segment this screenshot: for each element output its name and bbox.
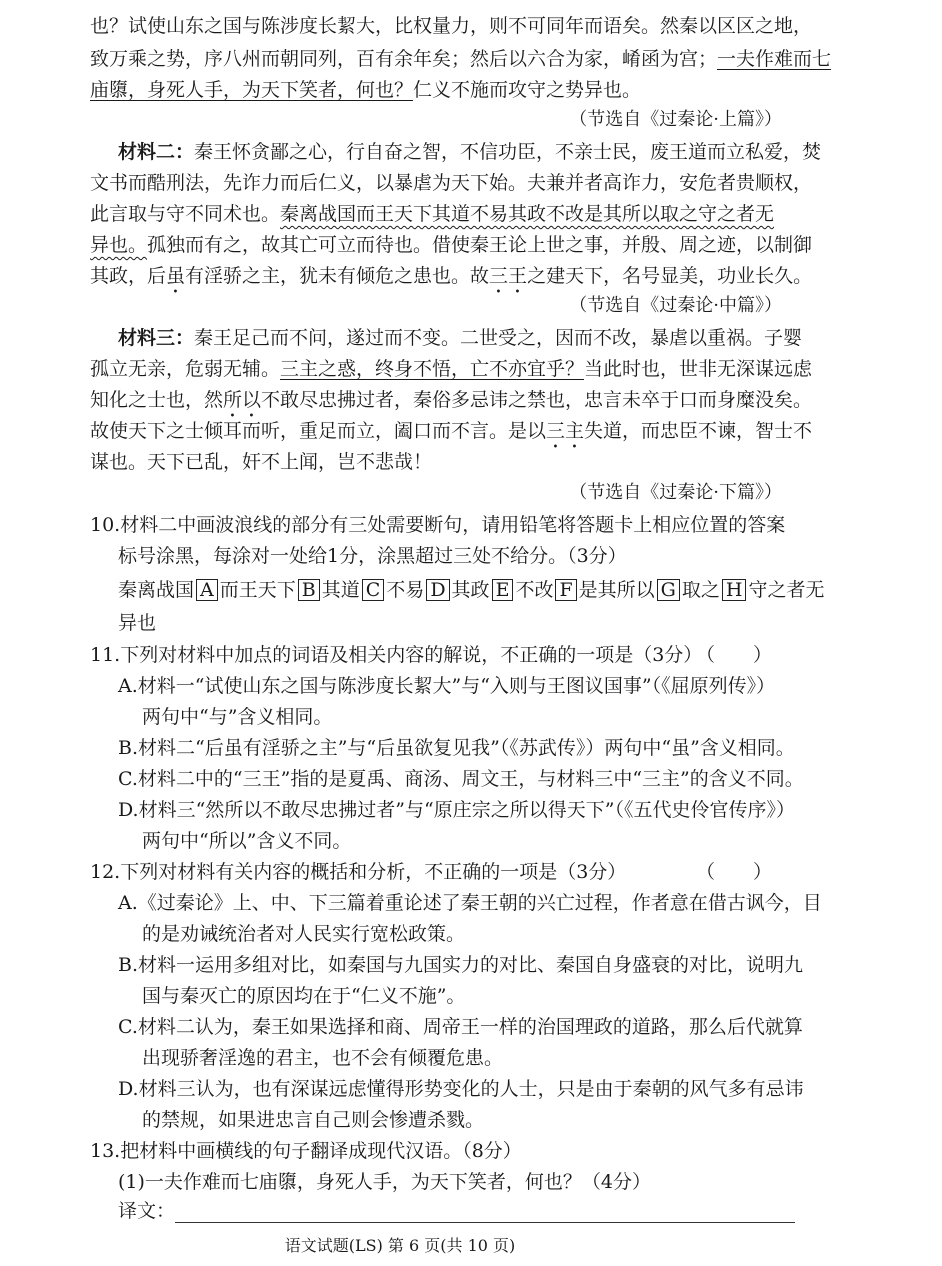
material1-line <box>0 78 890 102</box>
material1-line <box>0 14 890 38</box>
text: 秦王怀贪鄙之心，行自奋之智，不信功臣，不亲士民，废王道而立私爱，焚 <box>194 141 822 163</box>
material2-line <box>0 233 890 257</box>
material3-line <box>0 419 890 453</box>
question-10 <box>0 513 890 537</box>
text: 失道，而忠臣不谏，智士不 <box>584 420 813 442</box>
segment: 秦离战国 <box>118 579 195 601</box>
question-number: 13. <box>90 1140 121 1162</box>
answer-label: 译文： <box>118 1200 176 1222</box>
segment: 其政 <box>451 579 490 601</box>
material2-line <box>0 264 890 298</box>
text: 秦王足己而不问，遂过而不变。二世受之，因而不改，暴虐以重祸。子婴 <box>194 327 803 349</box>
answer-box[interactable]: H <box>722 579 747 601</box>
question-13 <box>0 1139 890 1163</box>
segment: 而王天下 <box>219 579 296 601</box>
text: 之建天下，名号显美，功业长久。 <box>527 265 813 287</box>
option-d-cont: 两句中“所以”含义不同。 <box>142 830 352 852</box>
segment: 异也 <box>118 612 157 634</box>
answer-box[interactable]: E <box>492 579 514 601</box>
answer-paren[interactable]: （ ） <box>695 644 772 666</box>
answer-input-line[interactable] <box>175 1204 795 1223</box>
material3-line <box>0 388 890 422</box>
answer-box[interactable]: D <box>426 579 449 601</box>
wavy-underlined-text: 异也。 <box>90 234 148 256</box>
segment: 是其所以 <box>578 579 655 601</box>
option-c-cont: 出现骄奢淫逸的君主，也不会有倾覆危患。 <box>142 1047 504 1069</box>
answer-box[interactable]: F <box>555 579 576 601</box>
option-b-cont: 国与秦灭亡的原因均在于“仁义不施”。 <box>142 985 466 1007</box>
segment: 其道 <box>321 579 360 601</box>
answer-box[interactable]: C <box>362 579 385 601</box>
segment: 守之者无 <box>748 579 825 601</box>
material3-line <box>0 450 890 474</box>
material3-line <box>0 326 918 350</box>
material3-line <box>0 357 890 381</box>
source-citation: （节选自《过秦论·上篇》） <box>569 109 782 130</box>
source-citation: （节选自《过秦论·中篇》） <box>569 295 782 316</box>
underlined-sentence: 庙隳，身死人手，为天下笑者，何也？ <box>90 79 414 101</box>
answer-box[interactable]: B <box>298 579 320 601</box>
text: 当此时也，世非无深谋远虑 <box>584 358 813 380</box>
text: 孤独而有之，故其亡可立而待也。借使秦王论上世之事，并殷、周之迹，以制御 <box>147 234 813 256</box>
option-d: D.材料三认为，也有深谋远虑懂得形势变化的人士，只是由于秦朝的风气多有忌讳 <box>118 1078 804 1100</box>
text: 文书而酷刑法，先诈力而后仁义，以暴虐为天下始。夫兼并者高诈力，安危者贵顺权， <box>90 172 813 194</box>
answer-box[interactable]: G <box>657 579 680 601</box>
option-c: C.材料二中的“三王”指的是夏禹、商汤、周文王，与材料三中“三主”的含义不同。 <box>118 768 804 790</box>
source-citation: （节选自《过秦论·下篇》） <box>569 482 782 503</box>
question-13-sub1: (1)一夫作难而七庙隳，身死人手，为天下笑者，何也？（4分） <box>118 1171 652 1193</box>
answer-line <box>0 1199 918 1223</box>
wavy-underlined-text: 秦离战国而王天下其道不易其政不改是其所以取之守之者无 <box>280 203 775 225</box>
text: 有淫骄之主，犹未有倾危之患也。故 <box>185 265 490 287</box>
option-a: A.材料一“试使山东之国与陈涉度长絜大”与“入则与王图议国事”（《屈原列传》） <box>118 675 776 697</box>
text: 不敢尽忠拂过者，秦俗多忌讳之禁也，忠言未卒于口而身糜没矣。 <box>261 389 813 411</box>
material2-line <box>0 202 890 226</box>
material2-line <box>0 171 890 195</box>
page-footer: 语文试题(LS) 第 6 页(共 10 页) <box>284 1236 516 1255</box>
segment: 不易 <box>386 579 425 601</box>
question-text: 下列对材料中加点的词语及相关内容的解说，不正确的一项是（3分） <box>120 644 703 666</box>
segment: 取之 <box>681 579 720 601</box>
option-b: B.材料一运用多组对比，如秦国与九国实力的对比、秦国自身盛衰的对比，说明九 <box>118 954 804 976</box>
answer-box[interactable]: A <box>196 579 218 601</box>
dotted-word: 三王 <box>489 265 528 287</box>
option-a-cont: 两句中“与”含义相同。 <box>142 706 333 728</box>
text: 其政，后 <box>90 265 167 287</box>
option-b: B.材料二“后虽有淫骄之主”与“后虽欲复见我”（《苏武传》）两句中“虽”含义相同。 <box>118 737 795 759</box>
dotted-word: 虽 <box>166 265 186 287</box>
dotted-word: 所以 <box>223 389 262 411</box>
question-10-tail <box>0 611 918 635</box>
question-10-line <box>0 544 918 568</box>
material-label: 材料二： <box>118 141 195 163</box>
question-text: 标号涂黑，每涂对一处给1分，涂黑超过三处不给分。（3分） <box>118 545 627 567</box>
text: 知化之士也，然 <box>90 389 224 411</box>
dotted-word: 三主 <box>546 420 585 442</box>
option-a: A.《过秦论》上、中、下三篇着重论述了秦王朝的兴亡过程，作者意在借古讽今，目 <box>118 892 822 914</box>
option-d: D.材料三“然所以不敢尽忠拂过者”与“原庄宗之所以得天下”（《五代史伶官传序》） <box>118 799 795 821</box>
question-text: 材料二中画波浪线的部分有三处需要断句，请用铅笔将答题卡上相应位置的答案 <box>120 514 786 536</box>
question-number: 12. <box>90 861 121 883</box>
option-a-cont: 的是劝诫统治者对人民实行宽松政策。 <box>142 923 466 945</box>
option-c: C.材料二认为，秦王如果选择和商、周帝王一样的治国理政的道路，那么后代就算 <box>118 1016 803 1038</box>
answer-paren[interactable]: （ ） <box>695 861 772 883</box>
question-text: 下列对材料有关内容的概括和分析，不正确的一项是（3分） <box>120 861 627 883</box>
material-label: 材料三： <box>118 327 195 349</box>
text: 仁义不施而攻守之势异也。 <box>413 79 642 101</box>
underlined-sentence: 一夫作难而七 <box>717 48 832 70</box>
text: 此言取与守不同术也。 <box>90 203 281 225</box>
question-10-options <box>0 578 918 602</box>
text: 谋也。天下已乱，奸不上闻，岂不悲哉！ <box>90 451 433 473</box>
material1-line <box>0 47 890 71</box>
underlined-sentence: 三主之惑，终身不悟，亡不亦宜乎？ <box>280 358 585 380</box>
option-d-cont: 的禁规，如果进忠言自己则会惨遭杀戮。 <box>142 1109 485 1131</box>
text: 故使天下之士倾耳而听，重足而立，阖口而不言。是以 <box>90 420 547 442</box>
segment: 不改 <box>515 579 554 601</box>
text: 也？试使山东之国与陈涉度长絜大，比权量力，则不可同年而语矣。然秦以区区之地， <box>90 15 813 37</box>
text: 致万乘之势，序八州而朝同列，百有余年矣；然后以六合为家，崤函为宫； <box>90 48 718 70</box>
question-number: 10. <box>90 514 121 536</box>
question-text: 把材料中画横线的句子翻译成现代汉语。（8分） <box>120 1140 522 1162</box>
question-number: 11. <box>90 644 121 666</box>
text: 孤立无亲，危弱无辅。 <box>90 358 281 380</box>
material2-line <box>0 140 918 164</box>
